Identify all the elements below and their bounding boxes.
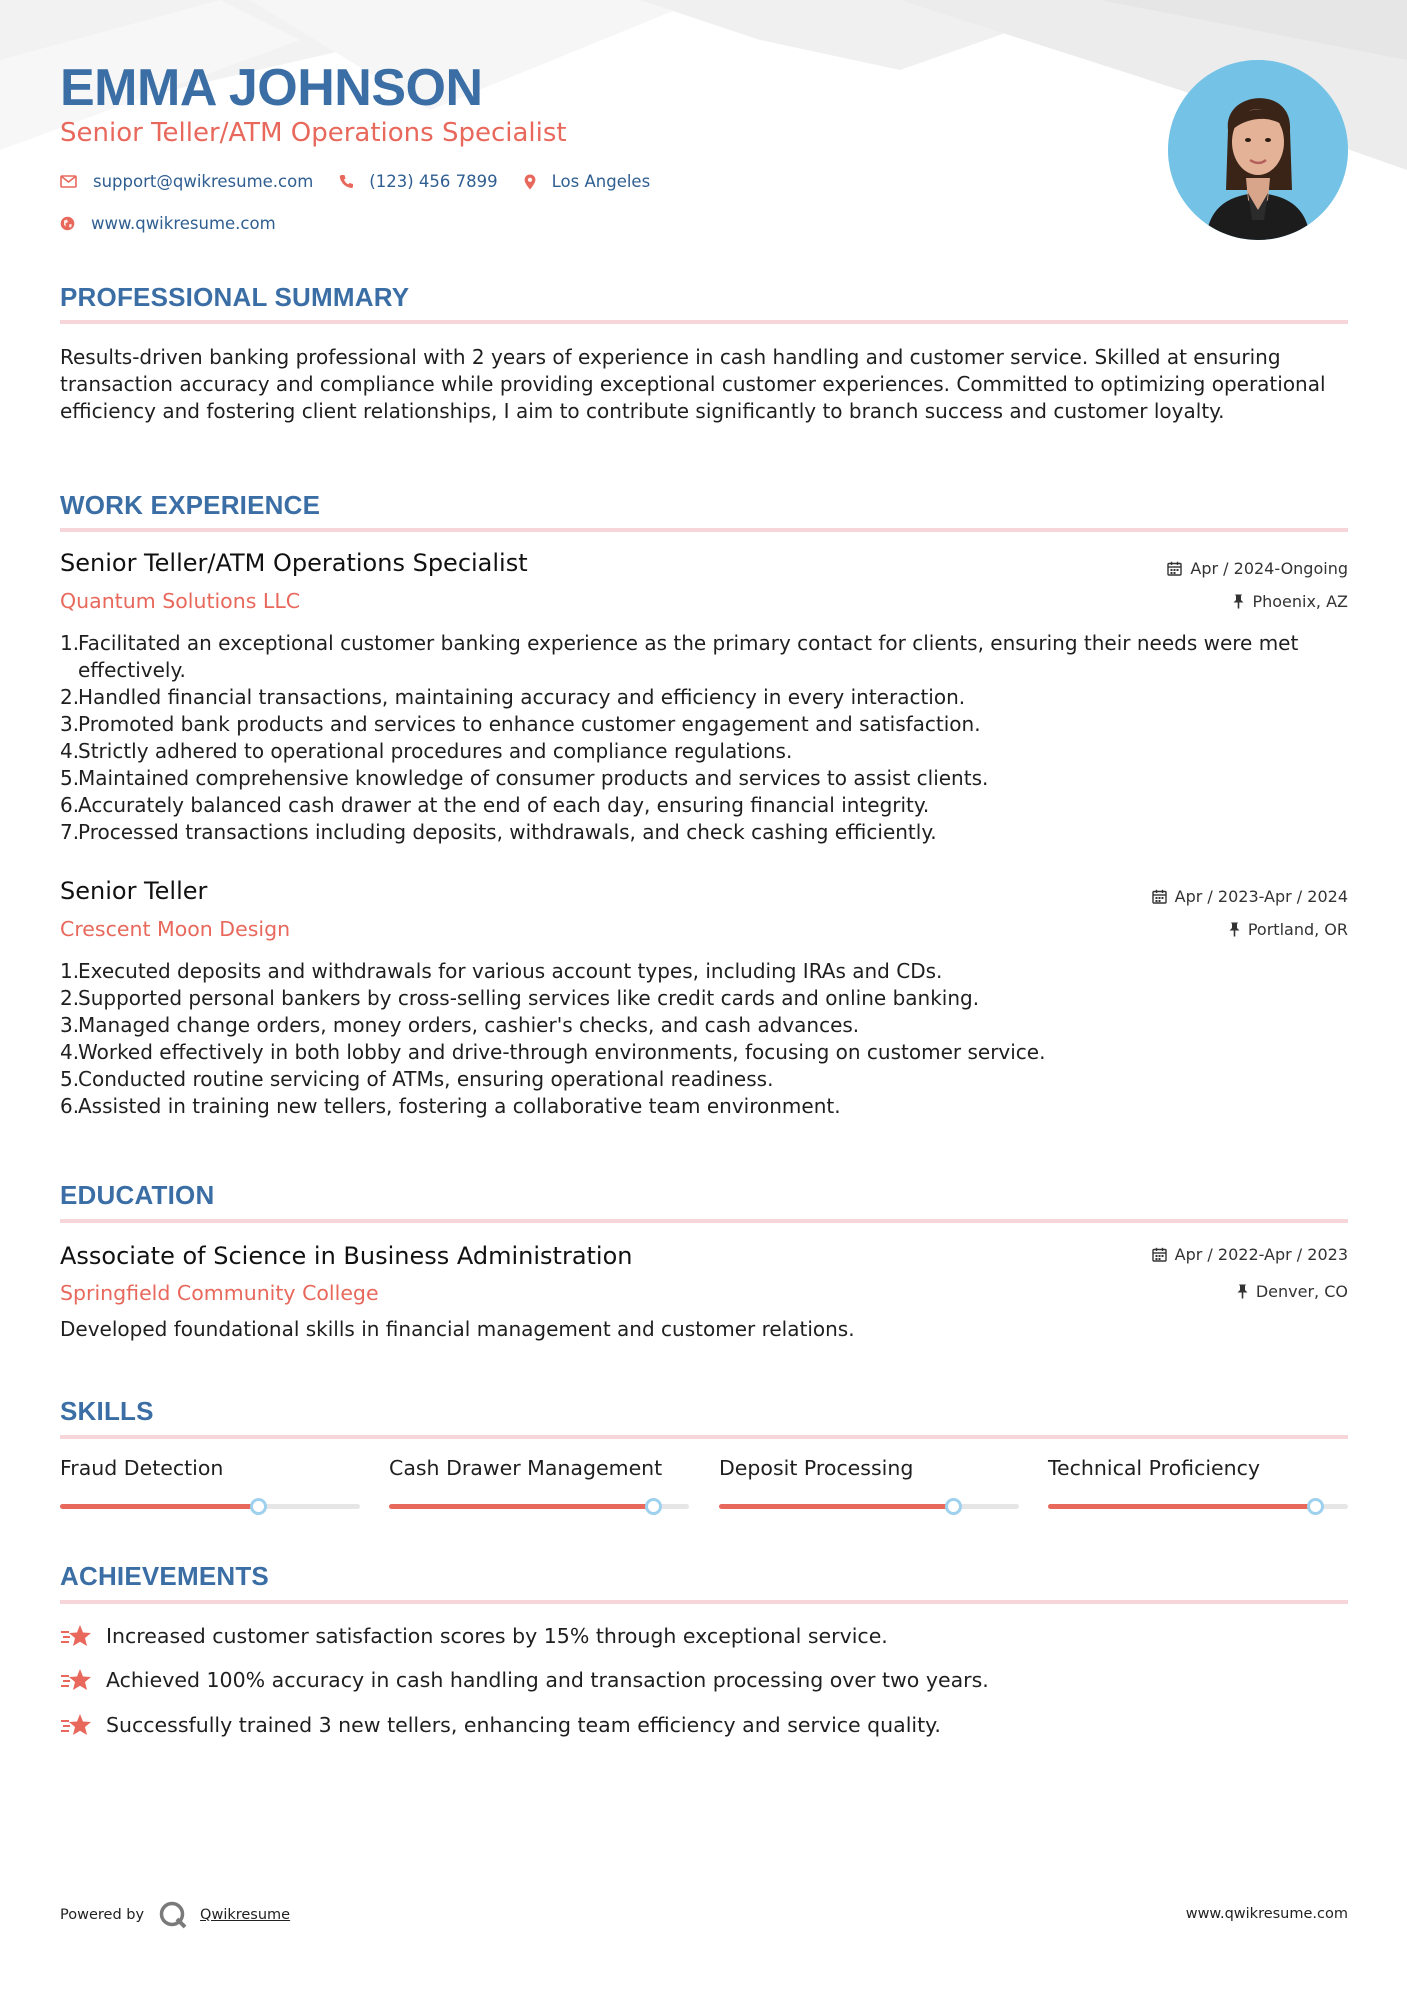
list-item: Supported personal bankers by cross-selling services like credit cards and online banking.	[78, 986, 980, 1010]
skill-level-knob	[645, 1498, 662, 1515]
skill-level-bar	[60, 1504, 360, 1509]
list-item: Assisted in training new tellers, fostering a collaborative team environment.	[78, 1094, 841, 1118]
candidate-name: EMMA JOHNSON	[60, 59, 483, 117]
skill-name: Deposit Processing	[719, 1456, 914, 1480]
powered-by-label: Powered by	[60, 1907, 145, 1923]
list-item: Strictly adhered to operational procedures and compliance regulations.	[78, 739, 793, 763]
contact-row	[60, 172, 676, 191]
company-name: Quantum Solutions LLC	[60, 589, 301, 613]
skill-item	[1048, 1456, 1348, 1480]
section-divider	[60, 528, 1348, 532]
job-location	[1229, 920, 1348, 939]
job-dates	[1167, 559, 1348, 578]
skill-level-knob	[250, 1498, 267, 1515]
phone-item	[339, 172, 497, 191]
globe-icon	[60, 216, 75, 231]
education-dates	[1152, 1245, 1348, 1264]
pushpin-icon	[1229, 922, 1240, 937]
job-dates	[1152, 887, 1348, 906]
summary-text: Results-driven banking professional with 2 years of experience in cash handling and customer service. Skilled at ensuring transaction accuracy and compliance while providing exceptional customer experiences. Committed to optimizing operational efficiency and fostering client relationships, I aim to contribute significantly to branch success and customer loyalty.	[60, 345, 1326, 423]
list-item: Handled financial transactions, maintaining accuracy and efficiency in every interaction.	[78, 685, 966, 709]
job-location-text: Portland, OR	[1247, 920, 1348, 939]
school-name: Springfield Community College	[60, 1281, 379, 1305]
envelope-icon	[60, 175, 77, 188]
calendar-icon	[1152, 889, 1167, 904]
job-dates-text: Apr / 2023-Apr / 2024	[1174, 887, 1348, 906]
education-description: Developed foundational skills in financial management and customer relations.	[60, 1317, 855, 1341]
location-item	[524, 172, 651, 191]
list-item: Executed deposits and withdrawals for various account types, including IRAs and CDs.	[78, 959, 943, 983]
education-location-text: Denver, CO	[1255, 1282, 1348, 1301]
skill-level-knob	[1307, 1498, 1324, 1515]
achievements-heading: ACHIEVEMENTS	[60, 1561, 269, 1591]
job-location	[1233, 592, 1348, 611]
list-item: Promoted bank products and services to enhance customer engagement and satisfaction.	[78, 712, 981, 736]
skill-level-fill	[719, 1504, 953, 1509]
list-item: Maintained comprehensive knowledge of consumer products and services to assist clients.	[78, 766, 989, 790]
list-item: Managed change orders, money orders, cashier's checks, and cash advances.	[78, 1013, 860, 1037]
education-location	[1237, 1282, 1348, 1301]
summary-heading: PROFESSIONAL SUMMARY	[60, 282, 410, 312]
map-pin-icon	[524, 174, 536, 190]
calendar-icon	[1152, 1247, 1167, 1262]
shooting-star-icon	[60, 1624, 92, 1648]
achievement-item	[60, 1668, 989, 1692]
section-divider	[60, 1600, 1348, 1604]
phone-icon	[339, 174, 353, 189]
qwikresume-logo-icon	[158, 1900, 188, 1930]
achievement-text: Increased customer satisfaction scores by 15% through exceptional service.	[106, 1624, 888, 1648]
list-item: Processed transactions including deposits, withdrawals, and check cashing efficiently.	[78, 820, 937, 844]
skill-name: Fraud Detection	[60, 1456, 224, 1480]
profile-photo	[1168, 60, 1348, 240]
candidate-title: Senior Teller/ATM Operations Specialist	[60, 118, 567, 148]
company-name: Crescent Moon Design	[60, 917, 291, 941]
list-item: Conducted routine servicing of ATMs, ensuring operational readiness.	[78, 1067, 774, 1091]
skill-level-bar	[389, 1504, 689, 1509]
location-text: Los Angeles	[551, 172, 651, 191]
skill-item	[389, 1456, 689, 1480]
job-title: Senior Teller/ATM Operations Specialist	[60, 549, 528, 577]
website-row	[60, 214, 302, 233]
section-divider	[60, 1219, 1348, 1223]
section-divider	[60, 1435, 1348, 1439]
skill-name: Technical Proficiency	[1048, 1456, 1261, 1480]
achievement-text: Achieved 100% accuracy in cash handling and transaction processing over two years.	[106, 1668, 989, 1692]
degree-title: Associate of Science in Business Administration	[60, 1242, 633, 1270]
job-dates-text: Apr / 2024-Ongoing	[1190, 559, 1348, 578]
qwikresume-link[interactable]: Qwikresume	[200, 1907, 291, 1923]
skills-heading: SKILLS	[60, 1396, 154, 1426]
skill-level-knob	[945, 1498, 962, 1515]
achievement-text: Successfully trained 3 new tellers, enhancing team efficiency and service quality.	[106, 1713, 941, 1737]
skill-name: Cash Drawer Management	[389, 1456, 663, 1480]
skill-item	[60, 1456, 360, 1480]
job-location-text: Phoenix, AZ	[1252, 592, 1348, 611]
list-item: Accurately balanced cash drawer at the end of each day, ensuring financial integrity.	[78, 793, 930, 817]
experience-heading: WORK EXPERIENCE	[60, 490, 321, 520]
skill-level-fill	[1048, 1504, 1315, 1509]
job-bullets	[60, 630, 1350, 846]
skill-level-fill	[60, 1504, 258, 1509]
phone-text: (123) 456 7899	[369, 172, 498, 191]
email-text[interactable]: support@qwikresume.com	[93, 172, 314, 191]
email-item[interactable]	[60, 172, 313, 191]
skill-level-bar	[719, 1504, 1019, 1509]
job-title: Senior Teller	[60, 877, 208, 905]
calendar-icon	[1167, 561, 1182, 576]
footer-url[interactable]: www.qwikresume.com	[1185, 1906, 1348, 1922]
education-dates-text: Apr / 2022-Apr / 2023	[1174, 1245, 1348, 1264]
skill-level-bar	[1048, 1504, 1348, 1509]
website-item[interactable]	[60, 214, 276, 233]
list-item: Worked effectively in both lobby and drive-through environments, focusing on customer service.	[78, 1040, 1046, 1064]
list-item: Facilitated an exceptional customer banking experience as the primary contact for clients, ensuring their needs were met effectively.	[78, 631, 1299, 682]
footer-powered-by	[60, 1900, 290, 1930]
education-heading: EDUCATION	[60, 1180, 215, 1210]
website-text[interactable]: www.qwikresume.com	[91, 214, 276, 233]
shooting-star-icon	[60, 1668, 92, 1692]
skill-level-fill	[389, 1504, 653, 1509]
section-divider	[60, 320, 1348, 324]
pushpin-icon	[1233, 594, 1244, 609]
job-bullets	[60, 958, 1350, 1120]
achievement-item	[60, 1624, 888, 1648]
achievement-item	[60, 1713, 941, 1737]
shooting-star-icon	[60, 1713, 92, 1737]
skill-item	[719, 1456, 1019, 1480]
pushpin-icon	[1237, 1284, 1248, 1299]
